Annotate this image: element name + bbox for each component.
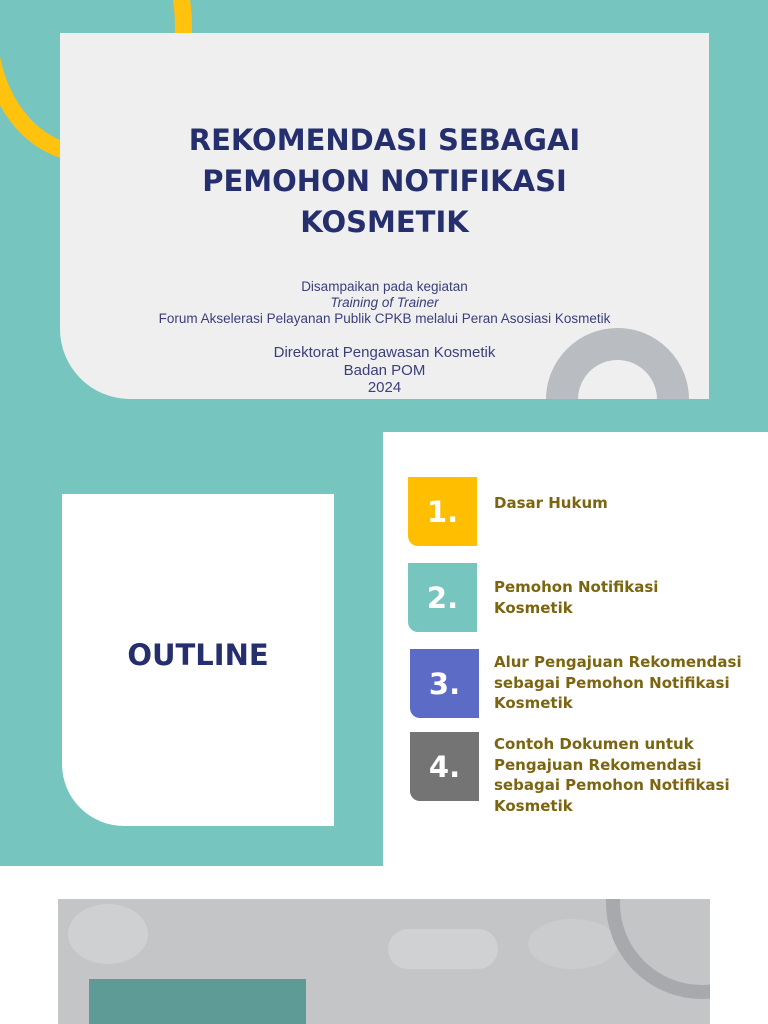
background-photo-blur (68, 904, 148, 964)
outline-item-1 (408, 477, 768, 547)
item-text-line: Pengajuan Rekomendasi (494, 755, 702, 774)
directorate: Direktorat Pengawasan Kosmetik (273, 344, 496, 361)
item-text-line: sebagai Pemohon Notifikasi (494, 673, 730, 692)
item-text-line: Contoh Dokumen untuk (494, 735, 694, 753)
organization-info (60, 344, 709, 397)
item-text-line: Alur Pengajuan Rekomendasi (494, 653, 742, 671)
item-text-line: Pemohon Notifikasi (494, 578, 659, 596)
event-name: Training of Trainer (330, 295, 439, 310)
year: 2024 (367, 379, 402, 396)
item-text (494, 577, 766, 618)
section-header-block (89, 979, 306, 1024)
item-text-line: Dasar Hukum (494, 494, 608, 512)
next-slide-preview (58, 899, 710, 1024)
item-text-line: sebagai Pemohon Notifikasi (494, 776, 730, 794)
presentation-title (60, 120, 709, 243)
outline-item-4 (410, 732, 768, 815)
event-forum: Forum Akselerasi Pelayanan Publik CPKB melalui Peran Asosiasi Kosmetik (158, 311, 611, 326)
item-text (494, 734, 766, 816)
item-number-badge: 1. (408, 477, 477, 546)
title-line: REKOMENDASI SEBAGAI (188, 123, 581, 157)
decorative-arc (606, 899, 710, 999)
outline-item-2 (408, 563, 768, 633)
item-text (494, 493, 766, 514)
title-card (60, 33, 709, 399)
outline-item-3 (410, 649, 768, 719)
title-line: PEMOHON NOTIFIKASI (202, 164, 567, 198)
item-number-badge: 4. (410, 732, 479, 801)
background-photo-blur (388, 929, 498, 969)
agency: Badan POM (343, 361, 426, 379)
title-line: KOSMETIK (300, 205, 469, 239)
item-text-line: Kosmetik (494, 694, 573, 712)
item-text-line: Kosmetik (494, 796, 573, 815)
title-slide (0, 0, 768, 432)
background-photo-blur (528, 919, 618, 969)
item-number-badge: 3. (410, 649, 479, 718)
event-intro: Disampaikan pada kegiatan (301, 279, 468, 294)
item-text-line: Kosmetik (494, 598, 573, 617)
event-info (60, 279, 709, 327)
item-text (494, 652, 766, 714)
outline-card (62, 494, 334, 826)
outline-title: OUTLINE (127, 638, 269, 672)
outline-panel (0, 432, 383, 866)
outline-slide (0, 432, 768, 866)
item-number-badge: 2. (408, 563, 477, 632)
